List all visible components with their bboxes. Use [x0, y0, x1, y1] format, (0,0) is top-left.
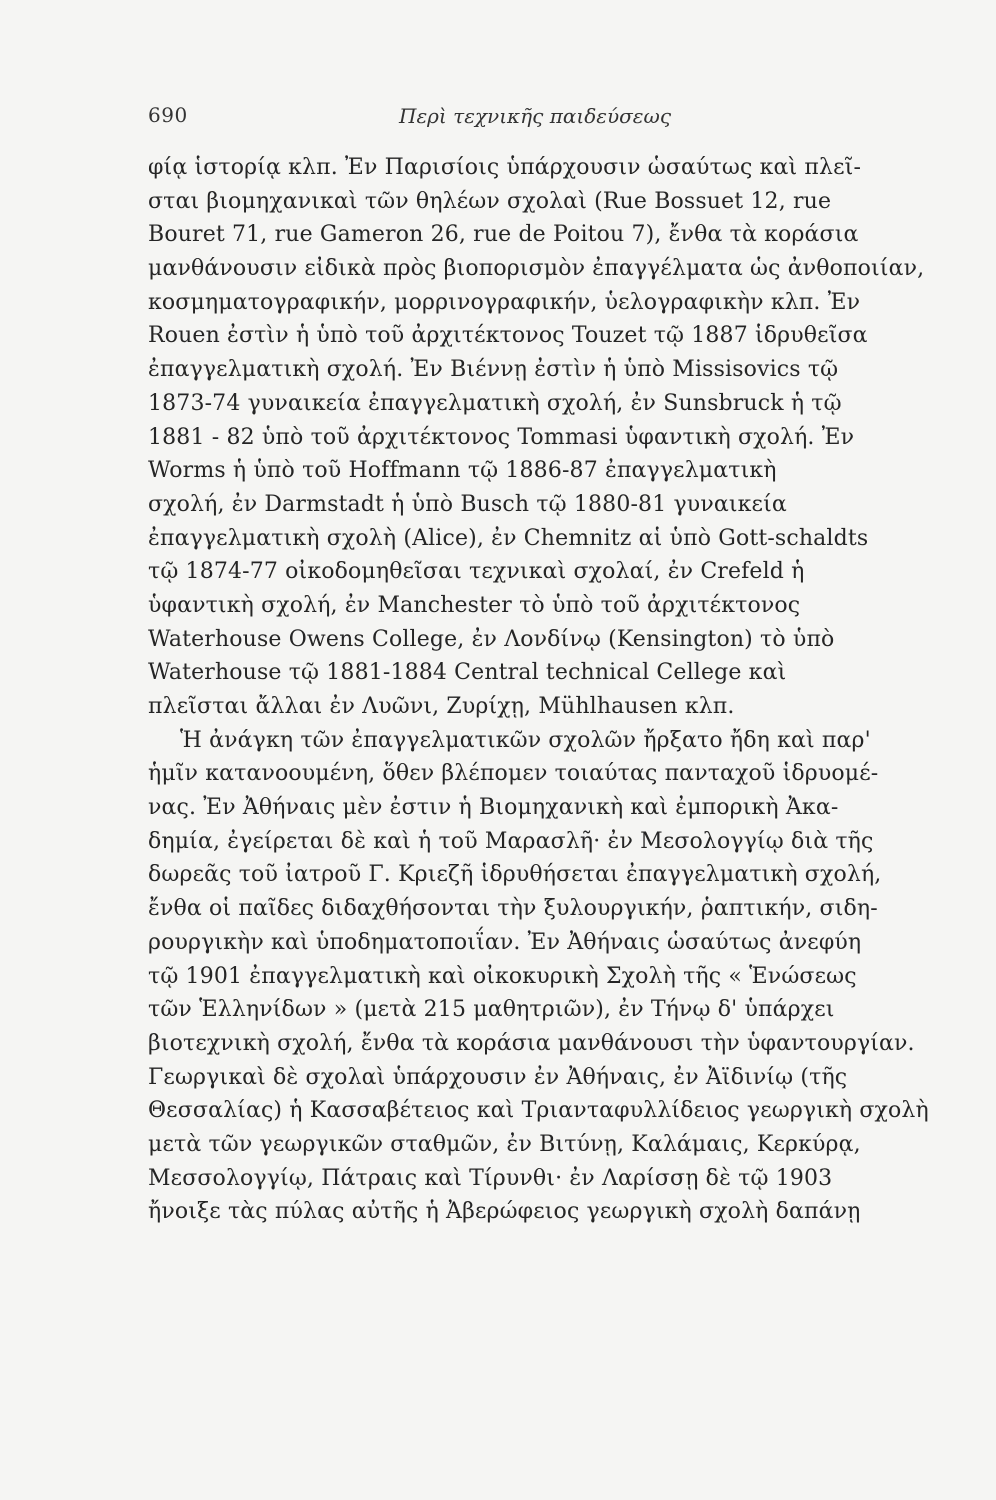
text-line: Rouen ἐστὶν ἡ ὑπὸ τοῦ ἀρχιτέκτονος Touzet τῷ 1887 ἱδρυθεῖσα	[148, 323, 868, 349]
text-line: κοσμηματογραφικήν, μορρινογραφικήν, ὑελογραφικὴν κλπ. Ἐν	[148, 289, 861, 315]
text-line: ἐπαγγελματικὴ σχολή. Ἐν Βιέννῃ ἐστὶν ἡ ὑπὸ Missisovics τῷ	[148, 357, 839, 383]
page-number: 690	[148, 103, 188, 127]
text-line: Θεσσαλίας) ἡ Κασσαβέτειος καὶ Τριανταφυλλίδειος γεωργικὴ σχολὴ	[148, 1098, 929, 1124]
text-line: Bouret 71, rue Gameron 26, rue de Poitou 7), ἔνθα τὰ κοράσια	[148, 222, 859, 248]
text-line: 1873-74 γυναικεία ἐπαγγελματικὴ σχολή, ἐν Sunsbruck ἡ τῷ	[148, 390, 842, 416]
paragraph	[148, 724, 929, 1229]
text-line: μανθάνουσιν εἰδικὰ πρὸς βιοπορισμὸν ἐπαγγέλματα ὡς ἀνθοποιίαν,	[148, 256, 925, 282]
text-line: ἔνθα οἱ παῖδες διδαχθήσονται τὴν ξυλουργικήν, ῥαπτικήν, σιδη-	[148, 896, 878, 922]
text-line: Waterhouse Owens College, ἐν Λονδίνῳ (Kensington) τὸ ὑπὸ	[148, 626, 835, 652]
text-line: πλεῖσται ἄλλαι ἐν Λυῶνι, Ζυρίχῃ, Mühlhausen κλπ.	[148, 694, 735, 719]
text-line: Ἡ ἀνάγκη τῶν ἐπαγγελματικῶν σχολῶν ἤρξατο ἤδη καὶ παρ'	[180, 727, 871, 753]
text-line: δημία, ἐγείρεται δὲ καὶ ἡ τοῦ Μαρασλῆ· ἐν Μεσολογγίῳ διὰ τῆς	[148, 828, 874, 854]
text-line: ρουργικὴν καὶ ὑποδηματοποιΐαν. Ἐν Ἀθήναις ὡσαύτως ἀνεφύη	[148, 929, 862, 955]
text-line: Μεσσολογγίῳ, Πάτραις καὶ Τίρυνθι· ἐν Λαρίσσῃ δὲ τῷ 1903	[148, 1165, 833, 1191]
running-title: Περὶ τεχνικῆς παιδεύσεως	[399, 104, 672, 128]
text-line: ἤνοιξε τὰς πύλας αὐτῆς ἡ Ἀβερώφειος γεωργικὴ σχολὴ δαπάνῃ	[148, 1199, 861, 1225]
text-line: Waterhouse τῷ 1881-1884 Central technical Cellege καὶ	[148, 660, 787, 686]
text-line: νας. Ἐν Ἀθήναις μὲν ἐστιν ἡ Βιομηχανικὴ καὶ ἐμπορικὴ Ἀκα-	[148, 795, 839, 821]
text-line: 1881 - 82 ὑπὸ τοῦ ἀρχιτέκτονος Tommasi ὑφαντικὴ σχολή. Ἐν	[148, 424, 855, 450]
text-line: Γεωργικαὶ δὲ σχολαὶ ὑπάρχουσιν ἐν Ἀθήναις, ἐν Ἀϊδινίῳ (τῆς	[148, 1064, 848, 1090]
text-line: τῷ 1874-77 οἰκοδομηθεῖσαι τεχνικαὶ σχολαί, ἐν Crefeld ἡ	[148, 559, 805, 585]
text-line: ἡμῖν κατανοουμένη, ὅθεν βλέπομεν τοιαύτας πανταχοῦ ἱδρυομέ-	[148, 761, 879, 787]
text-line: τῶν Ἑλληνίδων » (μετὰ 215 μαθητριῶν), ἐν Τήνῳ δ' ὑπάρχει	[148, 997, 835, 1023]
paragraph	[148, 151, 925, 724]
body-text	[148, 151, 929, 1229]
text-line: σχολή, ἐν Darmstadt ἡ ὑπὸ Busch τῷ 1880-81 γυναικεία	[148, 491, 787, 517]
text-line: ὑφαντικὴ σχολή, ἐν Manchester τὸ ὑπὸ τοῦ ἀρχιτέκτονος	[148, 592, 801, 618]
text-line: βιοτεχνικὴ σχολή, ἔνθα τὰ κοράσια μανθάνουσι τὴν ὑφαντουργίαν.	[148, 1030, 915, 1056]
running-head	[148, 103, 888, 133]
text-line: ἐπαγγελματικὴ σχολὴ (Alice), ἐν Chemnitz αἱ ὑπὸ Gott-schaldts	[148, 525, 869, 551]
text-line: φίᾳ ἱστορίᾳ κλπ. Ἐν Παρισίοις ὑπάρχουσιν ὡσαύτως καὶ πλεῖ-	[148, 155, 862, 180]
text-line: Worms ἡ ὑπὸ τοῦ Hoffmann τῷ 1886-87 ἐπαγγελματικὴ	[148, 458, 777, 484]
text-line: τῷ 1901 ἐπαγγελματικὴ καὶ οἰκοκυρικὴ Σχολὴ τῆς « Ἑνώσεως	[148, 963, 857, 989]
text-line: δωρεᾶς τοῦ ἰατροῦ Γ. Κριεζῆ ἱδρυθήσεται ἐπαγγελματικὴ σχολή,	[148, 862, 882, 888]
text-line: σται βιομηχανικαὶ τῶν θηλέων σχολαὶ (Rue Bossuet 12, rue	[148, 188, 832, 214]
text-line: μετὰ τῶν γεωργικῶν σταθμῶν, ἐν Βιτύνῃ, Καλάμαις, Κερκύρᾳ,	[148, 1131, 861, 1157]
